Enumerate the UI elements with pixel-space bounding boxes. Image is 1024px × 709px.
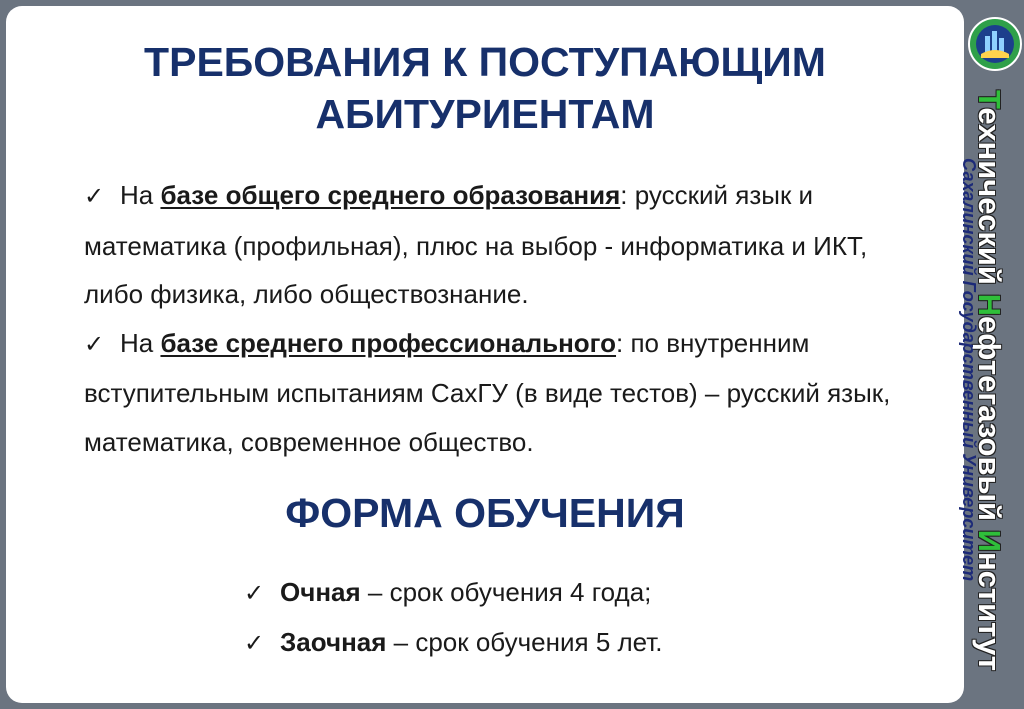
institute-word: ехнический (972, 107, 1007, 294)
requirement-text: : русский язык и математика (профильная), плюс на выбор - информатика и ИКТ, либо физика, либо обществознание. (84, 180, 868, 309)
checkmark-icon: ✓ (84, 183, 105, 210)
title-line-1: ТРЕБОВАНИЯ К ПОСТУПАЮЩИМ (144, 39, 826, 85)
institute-word: ефтегазовый (972, 315, 1007, 530)
institute-initial: Н (972, 293, 1007, 316)
requirement-emphasis: базе общего среднего образования (160, 180, 621, 210)
institute-word: нститут (972, 551, 1007, 671)
institute-emblem-icon (967, 16, 1023, 72)
requirements-list (84, 171, 914, 466)
page-title (6, 36, 964, 140)
requirement-emphasis: базе среднего профессионального (160, 327, 617, 358)
university-name: Сахалинский Государственный Университет (959, 158, 979, 582)
study-form-list (244, 568, 663, 668)
requirement-prefix: На (120, 180, 161, 210)
study-form-label: Заочная (280, 627, 387, 657)
study-form-title: ФОРМА ОБУЧЕНИЯ (285, 490, 685, 536)
institute-initial: И (972, 529, 1007, 552)
study-form-label: Очная (280, 577, 361, 607)
requirement-prefix: На (120, 327, 161, 358)
study-form-item (244, 568, 663, 618)
checkmark-icon: ✓ (84, 330, 105, 358)
institute-initial: Т (972, 90, 1007, 108)
checkmark-icon: ✓ (244, 630, 265, 657)
study-form-text: – срок обучения 4 года; (360, 577, 652, 607)
requirement-item (84, 319, 914, 467)
study-form-item (244, 618, 663, 668)
study-form-text: – срок обучения 5 лет. (386, 627, 663, 657)
title-line-2: АБИТУРИЕНТАМ (315, 91, 655, 137)
requirement-item (84, 171, 914, 319)
checkmark-icon: ✓ (244, 580, 265, 607)
requirement-text: : по внутренним вступительным испытаниям СахГУ (в виде тестов) – русский язык, математика, современное общество. (84, 327, 891, 457)
